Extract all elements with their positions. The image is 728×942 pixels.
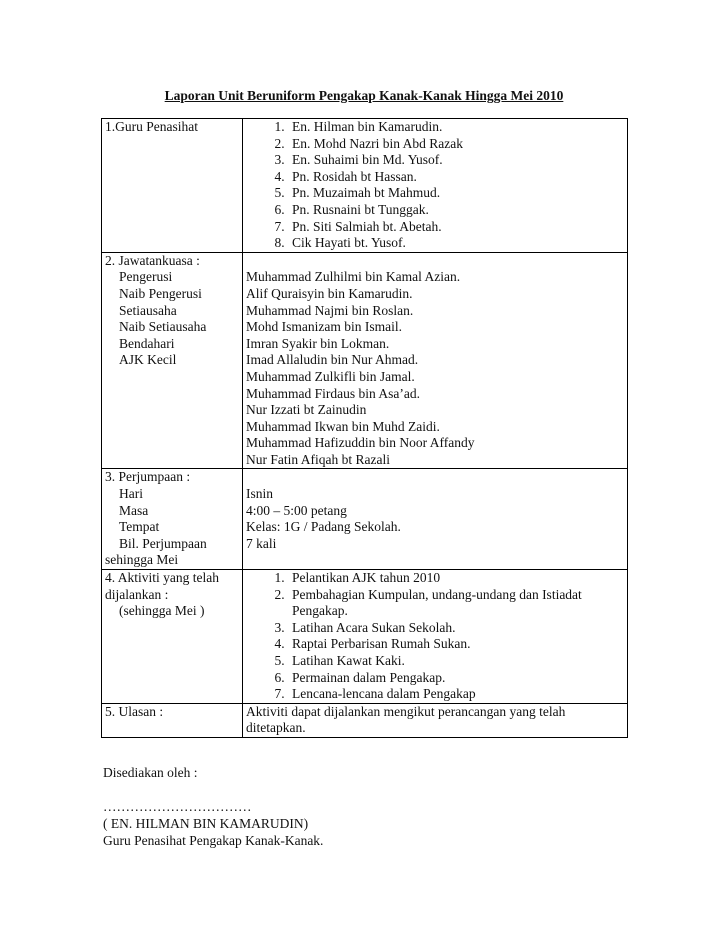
list-item: 7. Pn. Siti Salmiah bt. Abetah.	[288, 219, 623, 236]
role-label: Bendahari	[119, 335, 175, 351]
member-name: Muhammad Ikwan bin Muhd Zaidi.	[246, 418, 440, 434]
member-name: Imad Allaludin bin Nur Ahmad.	[246, 352, 419, 368]
perjumpaan-row-label: Hari	[119, 486, 143, 502]
aktiviti-list	[246, 570, 623, 703]
guru-label: 1.Guru Penasihat	[102, 119, 243, 253]
list-item: 5. Latihan Kawat Kaki.	[288, 653, 623, 670]
aktiviti-label-cell	[102, 570, 243, 704]
ulasan-text: Aktiviti dapat dijalankan mengikut perancangan yang telah ditetapkan.	[243, 703, 628, 737]
member-name: Nur Izzati bt Zainudin	[246, 402, 367, 418]
member-name: Nur Fatin Afiqah bt Razali	[246, 451, 390, 467]
report-table	[101, 118, 628, 738]
table-row	[102, 703, 628, 737]
perjumpaan-tail: sehingga Mei	[105, 552, 179, 568]
member-name: Muhammad Firdaus bin Asa’ad.	[246, 385, 420, 401]
perjumpaan-value: 4:00 – 5:00 petang	[246, 502, 347, 518]
spacer	[246, 469, 623, 486]
preparer-position: Guru Penasihat Pengakap Kanak-Kanak.	[103, 833, 324, 848]
perjumpaan-label-cell	[102, 469, 243, 570]
guru-list-cell	[243, 119, 628, 253]
perjumpaan-row-label: Tempat	[119, 519, 160, 535]
list-item: 2. En. Mohd Nazri bin Abd Razak	[288, 136, 623, 153]
list-item: 5. Pn. Muzaimah bt Mahmud.	[288, 185, 623, 202]
perjumpaan-label: 3. Perjumpaan :	[105, 469, 191, 485]
perjumpaan-value: Kelas: 1G / Padang Sekolah.	[246, 519, 401, 535]
list-item: 6. Permainan dalam Pengakap.	[288, 670, 623, 687]
perjumpaan-value: Isnin	[246, 486, 273, 502]
role-label: Pengerusi	[119, 269, 173, 285]
role-label: Naib Pengerusi	[119, 285, 202, 301]
member-name: Mohd Ismanizam bin Ismail.	[246, 319, 402, 335]
prepared-by-label: Disediakan oleh :	[103, 765, 198, 780]
page-title: Laporan Unit Beruniform Pengakap Kanak-Kanak Hingga Mei 2010	[164, 88, 564, 103]
table-row	[102, 570, 628, 704]
spacer	[246, 253, 623, 270]
aktiviti-list-cell	[243, 570, 628, 704]
guru-list	[246, 119, 623, 252]
list-item: 1. Pelantikan AJK tahun 2010	[288, 570, 623, 587]
list-item: 4. Pn. Rosidah bt Hassan.	[288, 169, 623, 186]
role-label: Setiausaha	[119, 302, 177, 318]
list-item: 3. En. Suhaimi bin Md. Yusof.	[288, 152, 623, 169]
list-item: 1. En. Hilman bin Kamarudin.	[288, 119, 623, 136]
member-name: Muhammad Zulkifli bin Jamal.	[246, 368, 415, 384]
table-row	[102, 119, 628, 253]
aktiviti-label: dijalankan :	[105, 586, 169, 602]
table-row	[102, 469, 628, 570]
ulasan-label: 5. Ulasan :	[102, 703, 243, 737]
aktiviti-label: (sehingga Mei )	[119, 603, 205, 619]
list-item: 6. Pn. Rusnaini bt Tunggak.	[288, 202, 623, 219]
member-name: Imran Syakir bin Lokman.	[246, 335, 390, 351]
list-item: 3. Latihan Acara Sukan Sekolah.	[288, 620, 623, 637]
list-item: 7. Lencana-lencana dalam Pengakap	[288, 686, 623, 703]
perjumpaan-row-label: Masa	[119, 502, 149, 518]
jawatankuasa-label-cell	[102, 252, 243, 469]
jawatankuasa-names-cell	[243, 252, 628, 469]
role-label: AJK Kecil	[119, 352, 177, 368]
perjumpaan-values-cell	[243, 469, 628, 570]
aktiviti-label: 4. Aktiviti yang telah	[105, 570, 219, 586]
member-name: Muhammad Najmi bin Roslan.	[246, 302, 414, 318]
perjumpaan-row-label: Bil. Perjumpaan	[119, 535, 207, 551]
perjumpaan-value: 7 kali	[246, 535, 277, 551]
list-item: 8. Cik Hayati bt. Yusof.	[288, 235, 623, 252]
table-row	[102, 252, 628, 469]
list-item: 4. Raptai Perbarisan Rumah Sukan.	[288, 636, 623, 653]
role-label: Naib Setiausaha	[119, 319, 207, 335]
preparer-name: ( EN. HILMAN BIN KAMARUDIN)	[103, 816, 309, 831]
jawatankuasa-label: 2. Jawatankuasa :	[105, 252, 200, 268]
footer	[103, 764, 323, 849]
signature-dots: ……………………………	[103, 799, 252, 814]
spacer	[103, 781, 323, 798]
member-name: Muhammad Hafizuddin bin Noor Affandy	[246, 435, 475, 451]
list-item: 2. Pembahagian Kumpulan, undang-undang dan Istiadat Pengakap.	[288, 587, 623, 620]
member-name: Muhammad Zulhilmi bin Kamal Azian.	[246, 269, 461, 285]
member-name: Alif Quraisyin bin Kamarudin.	[246, 285, 413, 301]
